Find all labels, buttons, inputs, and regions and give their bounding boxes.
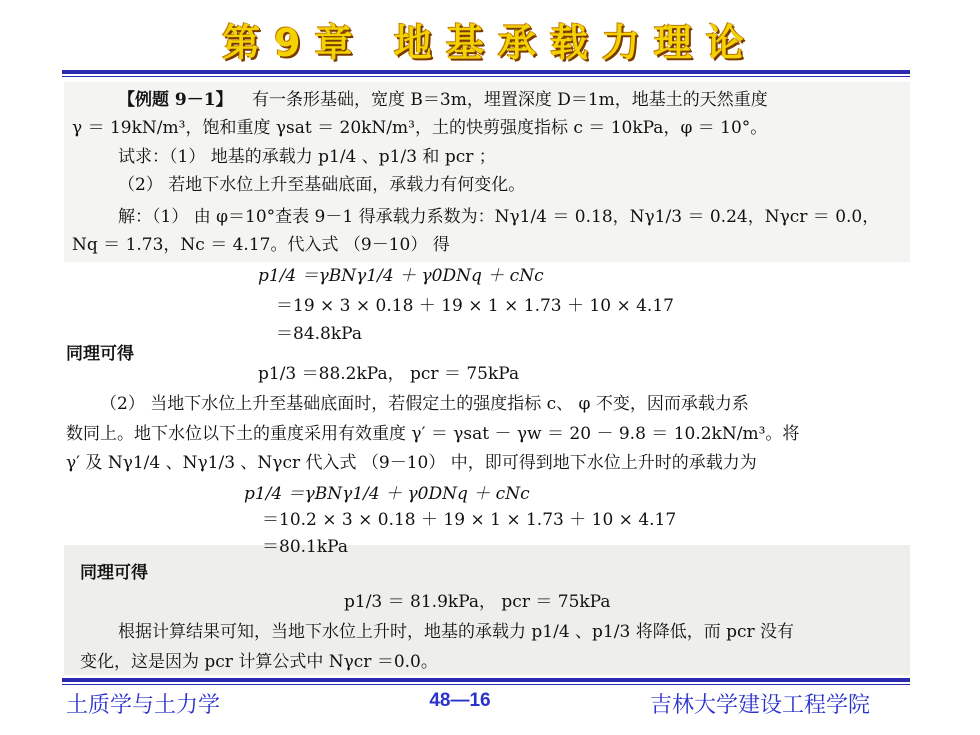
problem-line-4: （2） 若地下水位上升至基础底面，承载力有何变化。 — [118, 175, 526, 195]
same-reasoning-2: 同理可得 — [80, 563, 148, 583]
slide-title: 第9章 地基承载力理论 — [222, 21, 758, 65]
problem-line-2: γ ＝ 19kN/m³，饱和重度 γsat ＝ 20kN/m³，土的快剪强度指标 c ＝ 10kPa，φ ＝ 10°。 — [72, 118, 768, 138]
solution-line-1: 解：（1） 由 φ＝10°查表 9－1 得承载力系数为：Nγ1/4 ＝ 0.18，Nγ1/3 ＝ 0.24，Nγcr ＝ 0.0， — [118, 207, 880, 227]
equation-1-formula: p1/4 ＝γBNγ1/4 ＋ γ0DNq ＋ cNc — [258, 266, 544, 286]
footer-institution: 吉林大学建设工程学院 — [650, 693, 871, 718]
equation-3-result: ＝80.1kPa — [262, 537, 348, 557]
solution-line-2: Nq ＝ 1.73，Nc ＝ 4.17。代入式 （9－10） 得 — [72, 235, 450, 255]
footer-page-number: 48—16 — [429, 690, 491, 711]
problem-line-3: 试求：（1） 地基的承载力 p1/4 、p1/3 和 pcr ； — [118, 147, 496, 167]
footer-course-name: 土质学与土力学 — [66, 693, 221, 718]
part-2-line-3: γ′ 及 Nγ1/4 、Nγ1/3 、Nγcr 代入式 （9－10） 中，即可得到地下水位上升时的承载力为 — [66, 453, 757, 473]
same-reasoning-1: 同理可得 — [66, 344, 134, 364]
top-rule-thin — [62, 76, 910, 77]
bottom-rule-thick — [62, 678, 910, 682]
part-2-line-1: （2） 当地下水位上升至基础底面时，若假定土的强度指标 c、 φ 不变，因而承载力系 — [100, 394, 749, 414]
bottom-rule-thin — [62, 684, 910, 685]
top-rule-thick — [62, 70, 910, 74]
example-label: 【例题 9－1】 — [118, 90, 233, 110]
problem-line-1: 有一条形基础，宽度 B＝3m，埋置深度 D＝1m，地基土的天然重度 — [251, 90, 768, 110]
conclusion-line-2: 变化，这是因为 pcr 计算公式中 Nγcr ＝0.0。 — [80, 652, 438, 672]
equation-3-formula: p1/4 ＝γBNγ1/4 ＋ γ0DNq ＋ cNc — [244, 484, 530, 504]
equation-3-substitution: ＝10.2 × 3 × 0.18 ＋ 19 × 1 × 1.73 ＋ 10 × 4.17 — [262, 510, 677, 530]
equation-1-result: ＝84.8kPa — [276, 324, 362, 344]
equation-2: p1/3 ＝88.2kPa， pcr ＝ 75kPa — [258, 364, 520, 384]
part-2-line-2: 数同上。地下水位以下土的重度采用有效重度 γ′ ＝ γsat － γw ＝ 20 － 9.8 ＝ 10.2kN/m³。将 — [66, 424, 800, 444]
equation-1-substitution: ＝19 × 3 × 0.18 ＋ 19 × 1 × 1.73 ＋ 10 × 4.17 — [276, 296, 674, 316]
equation-4: p1/3 ＝ 81.9kPa， pcr ＝ 75kPa — [344, 592, 611, 612]
conclusion-line-1: 根据计算结果可知，当地下水位上升时，地基的承载力 p1/4 、p1/3 将降低，而 pcr 没有 — [118, 622, 795, 642]
